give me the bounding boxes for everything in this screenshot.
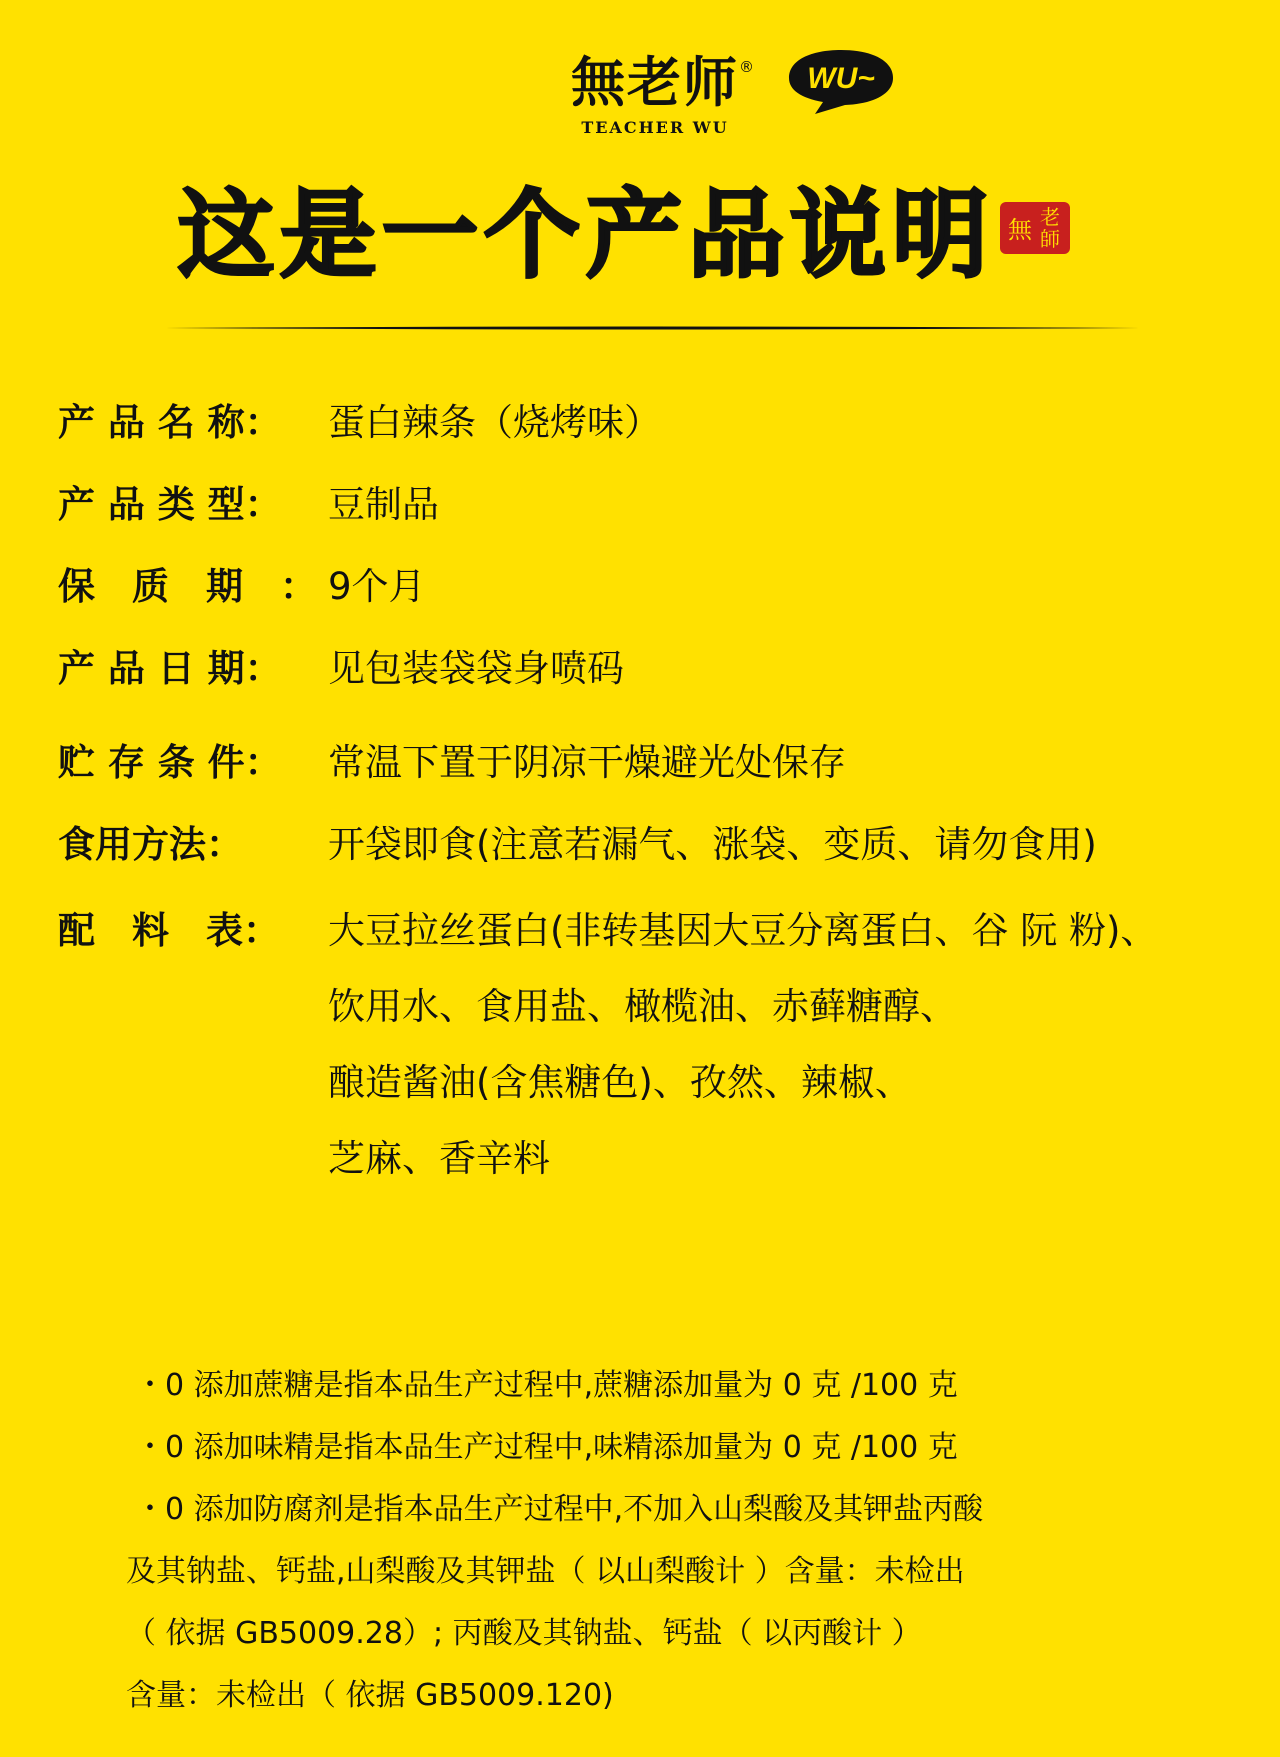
title-divider: [165, 325, 1140, 331]
spec-label: 产 品 类 型：: [58, 483, 282, 526]
spec-value: 开袋即食(注意若漏气、涨袋、变质、请勿食用): [328, 823, 1097, 866]
brand-name-cn: 無老师: [571, 50, 739, 114]
ingredients-line: 酿造酱油(含焦糖色)、孜然、辣椒、: [328, 1061, 912, 1104]
ingredients-line: 大豆拉丝蛋白(非转基因大豆分离蛋白、谷 阮 粉)、: [328, 909, 1158, 952]
bubble-text: WU~: [807, 62, 875, 95]
ingredients-line: 芝麻、香辛料: [328, 1137, 550, 1180]
spec-label: 食用方法：: [58, 823, 243, 866]
speech-bubble-icon: [785, 46, 897, 116]
spec-value: 9个月: [328, 565, 426, 608]
spec-value: 蛋白辣条（烧烤味）: [328, 401, 661, 444]
brand-logo: [560, 50, 754, 137]
brand-name-en: TEACHER WU: [581, 118, 729, 137]
spec-value: 见包装袋袋身喷码: [328, 647, 624, 690]
seal-char-1: 老: [1040, 205, 1060, 229]
note-line: ・0 添加蔗糖是指本品生产过程中,蔗糖添加量为 0 克 /100 克: [135, 1368, 958, 1403]
note-line: ・0 添加味精是指本品生产过程中,味精添加量为 0 克 /100 克: [135, 1430, 958, 1465]
seal-char-3: 無: [1008, 216, 1032, 244]
note-line: 含量：未检出（ 依据 GB5009.120): [126, 1678, 614, 1713]
spec-label: 产 品 日 期：: [58, 647, 282, 690]
ingredients-line: 饮用水、食用盐、橄榄油、赤藓糖醇、: [328, 985, 957, 1028]
note-line: ・0 添加防腐剂是指本品生产过程中,不加入山梨酸及其钾盐丙酸: [135, 1492, 984, 1527]
registered-mark: ®: [739, 58, 754, 76]
page-title: 这是一个产品说明: [178, 179, 994, 291]
spec-label: 产 品 名 称：: [58, 401, 282, 444]
spec-value: 豆制品: [328, 483, 439, 526]
note-line: （ 依据 GB5009.28）; 丙酸及其钠盐、钙盐（ 以丙酸计 ）: [126, 1616, 922, 1651]
seal-stamp-icon: [998, 198, 1072, 258]
ingredients-label: 配 料 表：: [58, 909, 280, 952]
spec-label: 贮 存 条 件：: [58, 741, 282, 784]
spec-label: 保 质 期 ：: [58, 565, 317, 608]
note-line: 及其钠盐、钙盐,山梨酸及其钾盐（ 以山梨酸计 ）含量：未检出: [126, 1554, 965, 1589]
spec-value: 常温下置于阴凉干燥避光处保存: [328, 741, 846, 784]
seal-char-2: 師: [1040, 227, 1060, 251]
